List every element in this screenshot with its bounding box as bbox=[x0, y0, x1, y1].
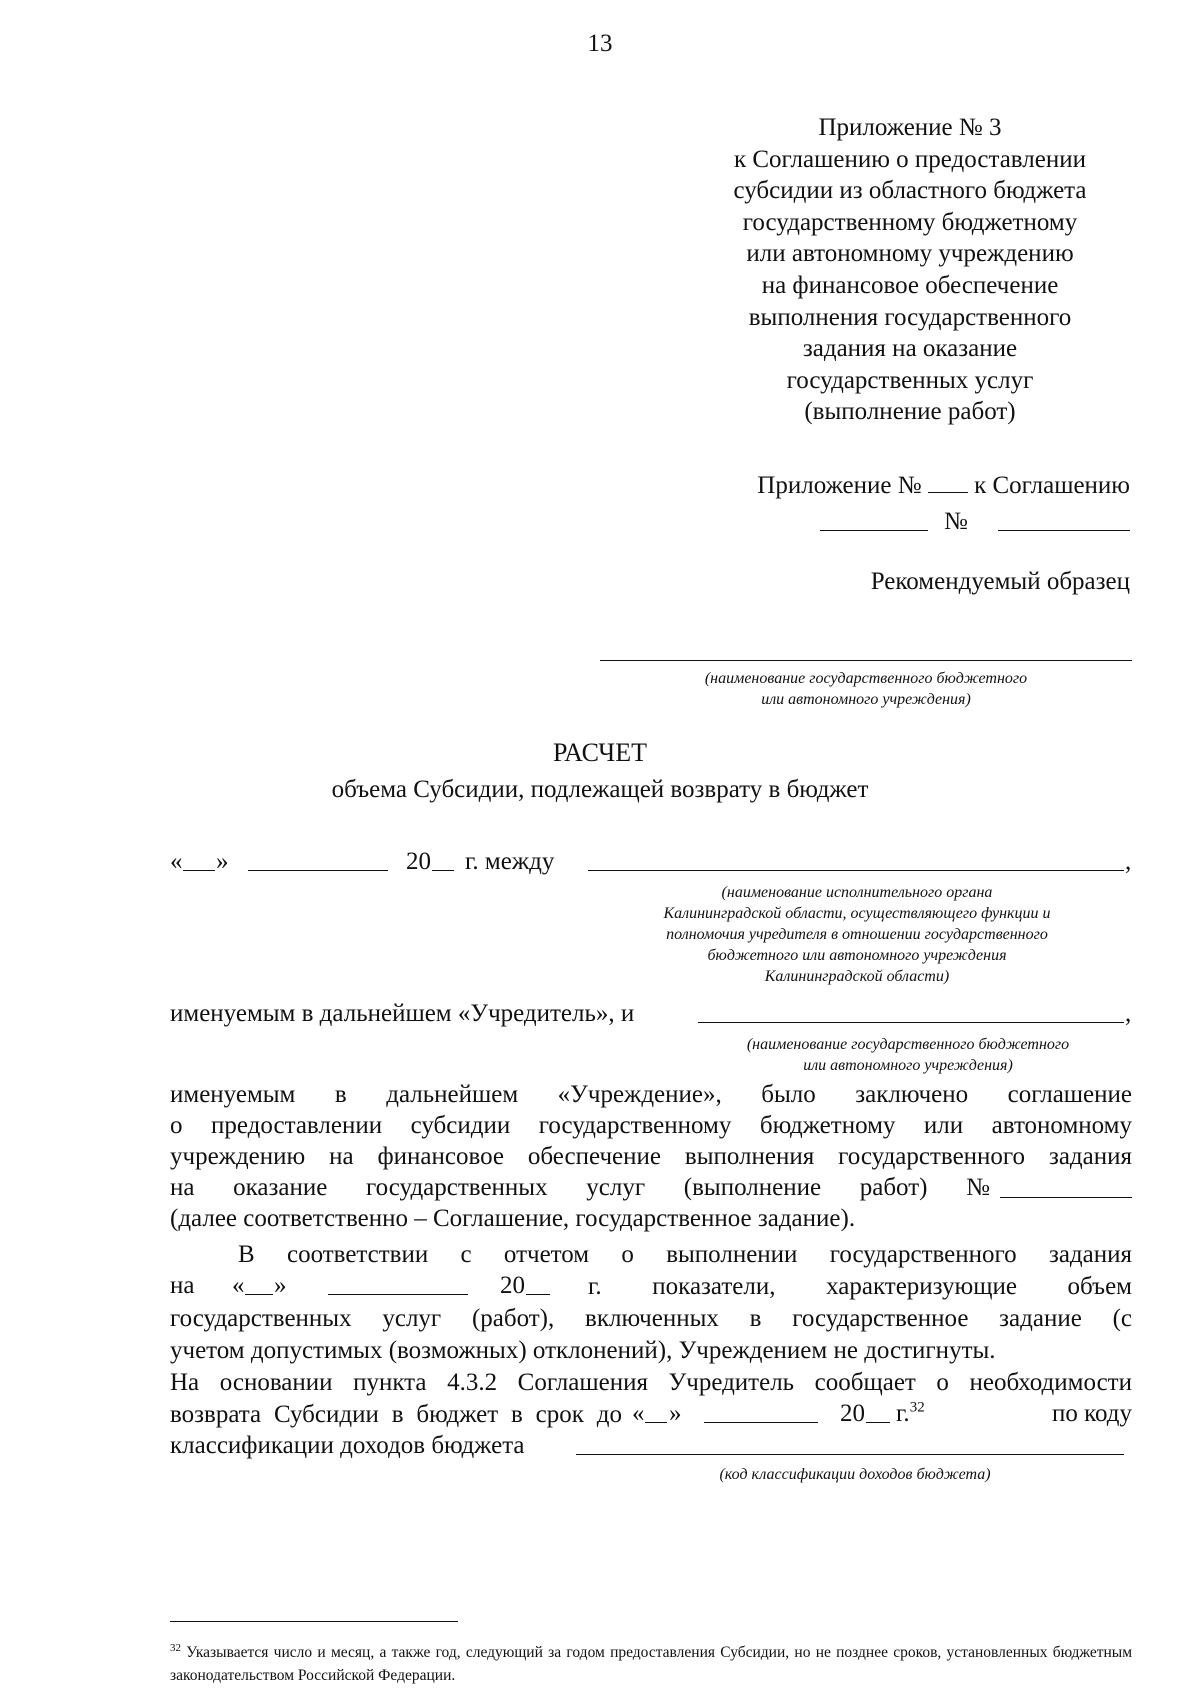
document-subtitle: объема Субсидии, подлежащей возврату в бюджет bbox=[331, 776, 869, 803]
between-text: г. между bbox=[465, 848, 555, 875]
year-prefix: 20 bbox=[840, 1400, 865, 1427]
return-deadline-line bbox=[170, 1400, 1132, 1430]
paragraph-text: по коду bbox=[1051, 1400, 1132, 1427]
named-founder-text: именуемым в дальнейшем «Учредитель», и bbox=[170, 1000, 635, 1027]
agreement-number-field[interactable] bbox=[998, 508, 1130, 531]
income-code-field[interactable] bbox=[576, 1432, 1124, 1455]
page-number: 13 bbox=[587, 30, 613, 57]
on-text: на bbox=[170, 1272, 195, 1299]
appendix-line: выполнения государственного bbox=[748, 303, 1072, 331]
appendix-line: государственных услуг bbox=[786, 366, 1034, 394]
appendix-line: (выполнение работ) bbox=[804, 398, 1016, 426]
paragraph-line: именуемым в дальнейшем «Учреждение», было заключено соглашение bbox=[170, 1081, 1132, 1108]
paragraph-text: возврата Субсидии в бюджет в срок до bbox=[170, 1401, 622, 1428]
appendix-line: государственному бюджетному bbox=[742, 208, 1078, 236]
paragraph-line: (далее соответственно – Соглашение, государственное задание). bbox=[170, 1205, 856, 1232]
recommended-sample-label: Рекомендуемый образец bbox=[870, 568, 1130, 595]
institution-caption-2 bbox=[690, 1034, 1126, 1076]
caption-line: (наименование государственного бюджетного bbox=[704, 670, 1028, 687]
return-year-field[interactable] bbox=[866, 1400, 890, 1423]
return-month-field[interactable] bbox=[704, 1400, 818, 1423]
appendix-header bbox=[690, 112, 1130, 428]
document-title: РАСЧЕТ bbox=[553, 738, 647, 767]
day-field[interactable] bbox=[183, 848, 215, 871]
paragraph-line: учреждению на финансовое обеспечение выполнения государственного задания bbox=[170, 1143, 1132, 1170]
comma: , bbox=[1125, 1000, 1132, 1027]
paragraph-line-with-number bbox=[170, 1173, 1132, 1203]
paragraph-text: на оказание государственных услуг (выполнение работ) № bbox=[170, 1174, 990, 1201]
appendix-line: задания на оказание bbox=[802, 335, 1018, 363]
paragraph-line: На основании пункта 4.3.2 Соглашения Учредитель сообщает о необходимости bbox=[170, 1369, 1132, 1396]
open-quote: « bbox=[232, 1272, 245, 1299]
paragraph-line: о предоставлении субсидии государственному бюджетному или автономному bbox=[170, 1112, 1132, 1139]
institution-name-field[interactable] bbox=[600, 660, 1132, 661]
footnote-reference[interactable]: 32 bbox=[909, 1399, 925, 1416]
year-prefix: 20 bbox=[406, 848, 431, 875]
caption-line: Калининградской области) bbox=[764, 968, 950, 985]
caption-line: Калининградской области, осуществляющего функции и bbox=[663, 905, 1051, 922]
number-sign: № bbox=[944, 508, 968, 535]
footnote-text: Указывается число и месяц, а также год, следующий за годом предоставления Субсидии, но не позднее сроков, установленных бюджетным законодательством Российской Федерации. bbox=[170, 1644, 1133, 1684]
footnote-divider bbox=[170, 1621, 458, 1622]
institution-name-field-2[interactable] bbox=[698, 1000, 1124, 1023]
appendix-line: на финансовое обеспечение bbox=[761, 271, 1059, 299]
open-quote: « bbox=[170, 848, 183, 875]
caption-line: (наименование государственного бюджетного bbox=[746, 1036, 1070, 1053]
return-day-field[interactable] bbox=[645, 1400, 667, 1423]
caption-line: или автономного учреждения) bbox=[761, 691, 971, 708]
report-day-field[interactable] bbox=[245, 1272, 273, 1295]
income-code-line bbox=[170, 1432, 1132, 1462]
close-quote: » bbox=[669, 1400, 682, 1427]
report-date-line bbox=[170, 1272, 1132, 1302]
named-founder-line bbox=[170, 1000, 1132, 1032]
caption-line: (наименование исполнительного органа bbox=[721, 884, 993, 901]
footnote-mark: 32 bbox=[170, 1641, 181, 1654]
paragraph-line: государственных услуг (работ), включенных в государственное задание (с bbox=[170, 1305, 1132, 1332]
agreement-reference bbox=[660, 470, 1130, 500]
paragraph-line: учетом допустимых (возможных) отклонений), Учреждением не достигнуты. bbox=[170, 1337, 996, 1364]
comma: , bbox=[1125, 848, 1132, 875]
footnote bbox=[170, 1641, 1132, 1687]
paragraph-text: г. показатели, характеризующие объем bbox=[588, 1273, 1132, 1300]
paragraph-line: В соответствии с отчетом о выполнении государственного задания bbox=[238, 1241, 1132, 1268]
agreement-date-field[interactable] bbox=[820, 508, 928, 531]
appendix-line: к Соглашению о предоставлении bbox=[733, 145, 1086, 173]
appendix-line: или автономному учреждению bbox=[746, 240, 1074, 268]
caption-line: или автономного учреждения) bbox=[803, 1057, 1013, 1074]
report-month-field[interactable] bbox=[328, 1272, 468, 1295]
caption-line: полномочия учредителя в отношении государственного bbox=[666, 926, 1048, 943]
founder-name-field[interactable] bbox=[588, 848, 1124, 871]
date-line bbox=[170, 848, 1132, 880]
close-quote: » bbox=[216, 848, 229, 875]
appendix-line: Приложение № 3 bbox=[818, 114, 1002, 141]
paragraph-text: классификации доходов бюджета bbox=[170, 1432, 525, 1459]
year-g: г. bbox=[896, 1400, 910, 1427]
founder-caption bbox=[588, 882, 1126, 987]
state-task-number-field[interactable] bbox=[1000, 1175, 1132, 1198]
close-quote: » bbox=[274, 1272, 287, 1299]
appendix-line: субсидии из областного бюджета bbox=[733, 177, 1087, 205]
open-quote: « bbox=[632, 1400, 645, 1427]
year-field[interactable] bbox=[432, 848, 454, 871]
institution-caption bbox=[600, 668, 1132, 710]
agreement-number-line bbox=[820, 508, 1130, 538]
return-year-suffix bbox=[896, 1400, 925, 1428]
caption-line: бюджетного или автономного учреждения bbox=[707, 947, 1007, 964]
income-code-caption: (код классификации доходов бюджета) bbox=[719, 1466, 991, 1483]
reference-prefix: Приложение № bbox=[757, 472, 922, 499]
reference-suffix: к Соглашению bbox=[974, 472, 1130, 499]
report-year-field[interactable] bbox=[526, 1272, 550, 1295]
year-prefix: 20 bbox=[500, 1272, 525, 1299]
appendix-number-field[interactable] bbox=[928, 470, 968, 493]
month-field[interactable] bbox=[248, 848, 388, 871]
